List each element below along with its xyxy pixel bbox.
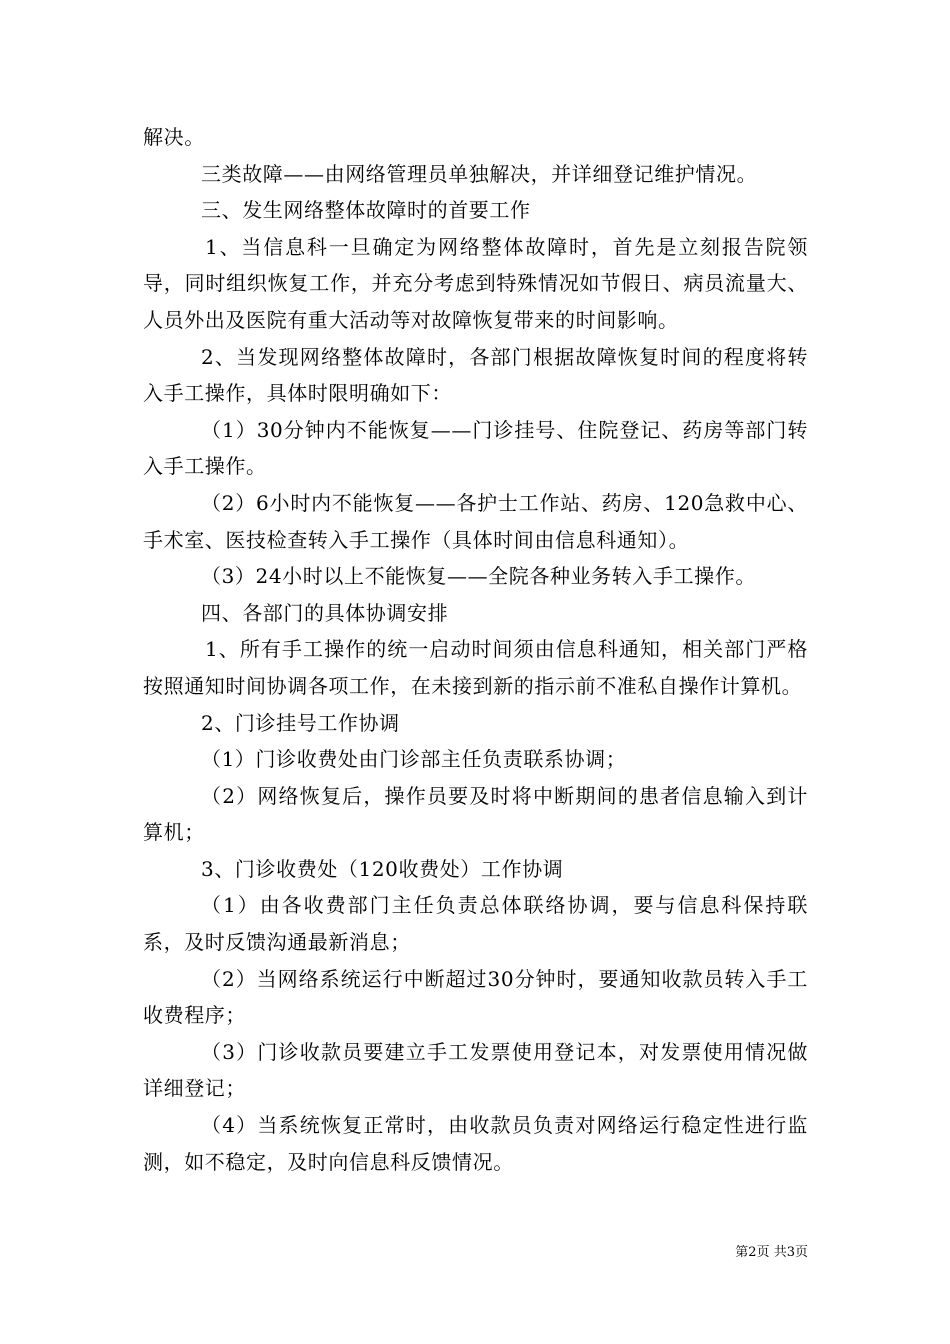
list-item: （3）24小时以上不能恢复——全院各种业务转入手工操作。	[201, 564, 756, 589]
section-heading: 三、发生网络整体故障时的首要工作	[201, 198, 531, 223]
list-item: （1）30分钟内不能恢复——门诊挂号、住院登记、药房等部门转入手工操作。	[143, 417, 808, 479]
list-item: （2）当网络系统运行中断超过30分钟时，要通知收款员转入手工收费程序；	[143, 966, 808, 1028]
paragraph: 1、所有手工操作的统一启动时间须由信息科通知，相关部门严格按照通知时间协调各项工作，在未接到新的指示前不准私自操作计算机。	[143, 637, 808, 698]
footer-suffix: 页	[794, 1245, 808, 1260]
paragraph: 三类故障——由网络管理员单独解决，并详细登记维护情况。	[201, 161, 758, 186]
list-item: （2）6小时内不能恢复——各护士工作站、药房、120急救中心、手术室、医技检查转入手工操作（具体时间由信息科通知）。	[143, 490, 808, 552]
paragraph: 解决。	[143, 125, 205, 149]
list-item: （1）门诊收费处由门诊部主任负责联系协调；	[201, 747, 627, 772]
footer-middle: 页 共	[756, 1245, 787, 1260]
list-item: （3）门诊收款员要建立手工发票使用登记本，对发票使用情况做详细登记；	[143, 1039, 808, 1101]
footer-prefix: 第	[735, 1245, 749, 1260]
list-item: （4）当系统恢复正常时，由收款员负责对网络运行稳定性进行监测，如不稳定，及时向信息科反馈情况。	[143, 1113, 808, 1174]
page-footer	[735, 1245, 808, 1261]
list-item: （2）网络恢复后，操作员要及时将中断期间的患者信息输入到计算机；	[143, 783, 808, 845]
total-page-number: 3	[786, 1245, 795, 1260]
paragraph: 1、当信息科一旦确定为网络整体故障时，首先是立刻报告院领导，同时组织恢复工作，并充分考虑到特殊情况如节假日、病员流量大、人员外出及医院有重大活动等对故障恢复带来的时间影响。	[143, 234, 808, 332]
document-body	[143, 119, 808, 1180]
sub-heading: 2、门诊挂号工作协调	[201, 710, 400, 735]
list-item: （1）由各收费部门主任负责总体联络协调，要与信息科保持联系，及时反馈沟通最新消息；	[143, 893, 808, 955]
sub-heading: 3、门诊收费处（120收费处）工作协调	[201, 856, 564, 881]
current-page-number: 2	[748, 1245, 757, 1260]
paragraph: 2、当发现网络整体故障时，各部门根据故障恢复时间的程度将转入手工操作，具体时限明确如下：	[143, 344, 808, 406]
section-heading: 四、各部门的具体协调安排	[201, 600, 449, 625]
